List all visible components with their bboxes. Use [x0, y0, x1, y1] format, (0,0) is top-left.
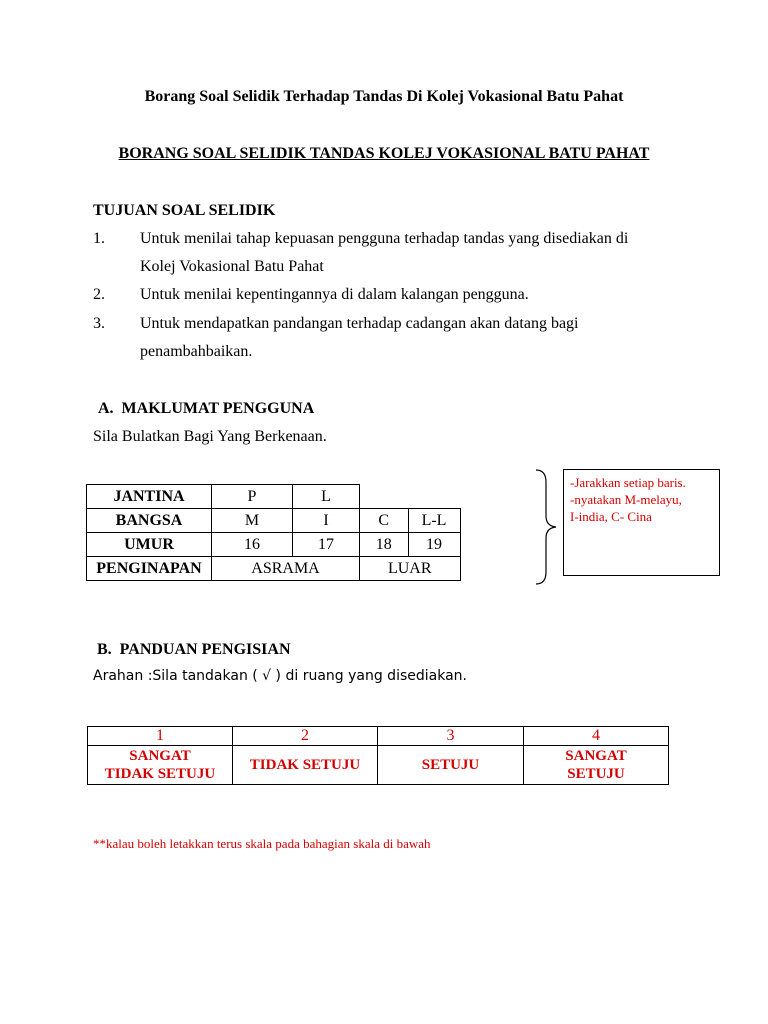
objective-line: Kolej Vokasional Batu Pahat	[140, 258, 324, 275]
option-luar[interactable]: LUAR	[360, 557, 461, 581]
table-row	[87, 533, 461, 557]
scale-number: 4	[524, 727, 669, 746]
option-18[interactable]: 18	[360, 533, 409, 557]
option-c[interactable]: C	[360, 509, 409, 533]
objective-line: Untuk menilai tahap kepuasan pengguna terhadap tandas yang disediakan di	[140, 230, 629, 247]
section-a-instruction: Sila Bulatkan Bagi Yang Berkenaan.	[93, 428, 327, 445]
option-i[interactable]: I	[293, 509, 360, 533]
option-asrama[interactable]: ASRAMA	[212, 557, 360, 581]
scale-label-tidak-setuju: TIDAK SETUJU	[233, 746, 378, 785]
table-row	[87, 509, 461, 533]
annotation-note-box	[563, 469, 720, 576]
footnote: **kalau boleh letakkan terus skala pada bahagian skala di bawah	[93, 836, 431, 851]
table-row	[87, 485, 461, 509]
table-row	[88, 727, 669, 746]
section-b-instruction: Arahan :Sila tandakan ( √ ) di ruang yang disediakan.	[93, 668, 467, 684]
user-info-table	[86, 484, 461, 581]
note-line: -nyatakan M-melayu,	[570, 492, 682, 507]
objective-line: penambahbaikan.	[140, 343, 253, 360]
objective-number: 1.	[93, 230, 105, 247]
scale-label-sangat-tidak-setuju: SANGAT TIDAK SETUJU	[88, 746, 233, 785]
objective-line: Untuk mendapatkan pandangan terhadap cadangan akan datang bagi	[140, 315, 579, 332]
penginapan-label: PENGINAPAN	[87, 557, 212, 581]
objective-line: Untuk menilai kepentingannya di dalam kalangan pengguna.	[140, 286, 529, 303]
option-16[interactable]: 16	[212, 533, 293, 557]
option-l[interactable]: L	[293, 485, 360, 509]
table-row	[88, 746, 669, 785]
umur-label: UMUR	[87, 533, 212, 557]
table-row	[87, 557, 461, 581]
section-b-heading: B. PANDUAN PENGISIAN	[97, 641, 291, 658]
option-p[interactable]: P	[212, 485, 293, 509]
bangsa-label: BANGSA	[87, 509, 212, 533]
note-line: I-india, C- Cina	[570, 509, 652, 524]
option-ll[interactable]: L-L	[408, 509, 460, 533]
objectives-heading: TUJUAN SOAL SELIDIK	[93, 202, 276, 219]
option-m[interactable]: M	[212, 509, 293, 533]
curly-brace-icon	[532, 468, 562, 586]
option-19[interactable]: 19	[408, 533, 460, 557]
document-title: Borang Soal Selidik Terhadap Tandas Di Kolej Vokasional Batu Pahat	[144, 88, 624, 105]
scale-label-setuju: SETUJU	[378, 746, 524, 785]
rating-scale-table	[87, 726, 669, 785]
option-17[interactable]: 17	[293, 533, 360, 557]
scale-label-sangat-setuju: SANGAT SETUJU	[524, 746, 669, 785]
scale-number: 3	[378, 727, 524, 746]
scale-number: 2	[233, 727, 378, 746]
note-line: -Jarakkan setiap baris.	[570, 475, 686, 490]
jantina-label: JANTINA	[87, 485, 212, 509]
objective-number: 3.	[93, 315, 105, 332]
objective-number: 2.	[93, 286, 105, 303]
form-title: BORANG SOAL SELIDIK TANDAS KOLEJ VOKASIONAL BATU PAHAT	[118, 145, 650, 162]
section-a-heading: A. MAKLUMAT PENGGUNA	[98, 400, 315, 417]
scale-number: 1	[88, 727, 233, 746]
